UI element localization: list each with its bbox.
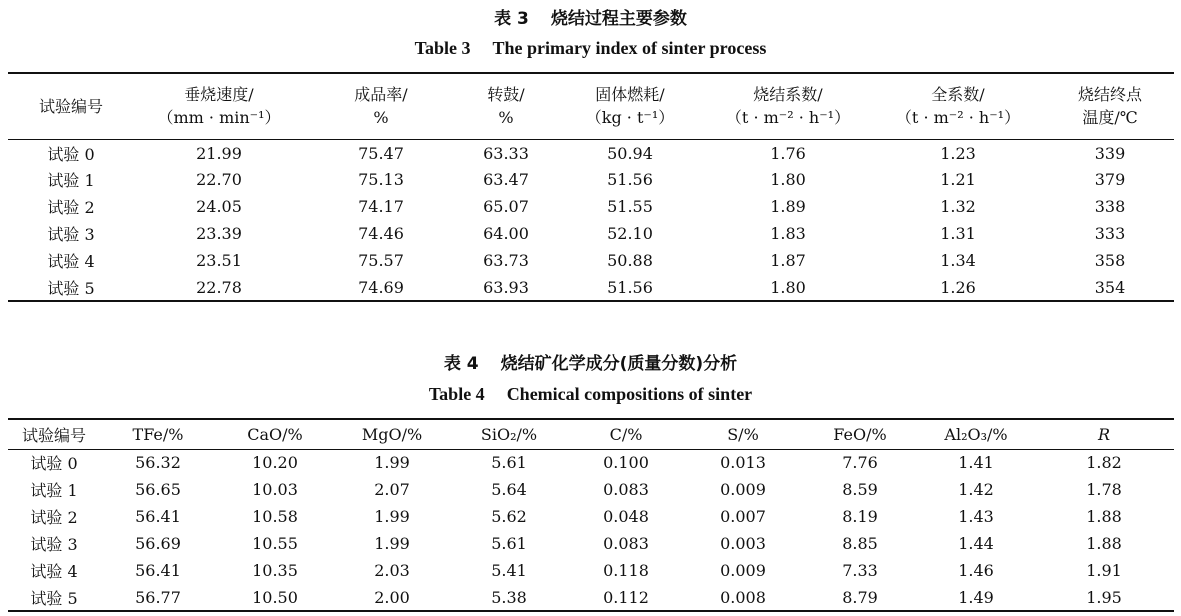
table4-header-cell: C/%: [568, 419, 684, 449]
table-cell: 10.35: [252, 561, 298, 580]
table-cell: 5.38: [491, 587, 527, 607]
table-cell: 1.49: [958, 587, 994, 607]
table-cell: 0.048: [603, 507, 649, 526]
table-cell: 1.95: [1086, 587, 1122, 607]
table-cell: 1.83: [770, 224, 806, 243]
table-cell: 1.88: [1086, 534, 1122, 553]
table-row: [8, 557, 1174, 584]
table-cell: 2.00: [374, 587, 410, 607]
row-label-cell: 试验 4: [30, 562, 78, 581]
table-cell: 0.083: [603, 534, 649, 553]
table4-caption-en-number: Table 4: [428, 384, 485, 404]
row-label-cell: 试验 5: [47, 278, 95, 298]
table3-header-cell: [8, 73, 134, 139]
table4-header-cell: SiO₂/%: [450, 419, 568, 449]
table-cell: 74.17: [358, 197, 404, 216]
table4-caption-zh-title: 烧结矿化学成分(质量分数)分析: [500, 354, 738, 374]
table-cell: 63.33: [483, 144, 529, 164]
table3-header-line1: 烧结系数/: [753, 85, 823, 105]
table3-caption-zh-number: 表 3: [494, 9, 529, 29]
table-cell: 63.73: [483, 251, 529, 270]
table-cell: 56.41: [135, 507, 181, 526]
table3-header-cell: [134, 73, 304, 139]
table-cell: 0.013: [720, 453, 766, 473]
table4-caption-zh-number: 表 4: [443, 354, 479, 374]
table4-caption-en-title: Chemical compositions of sinter: [506, 384, 753, 404]
table-cell: 1.34: [940, 251, 976, 270]
table-cell: 10.20: [252, 453, 298, 473]
table-cell: 75.57: [358, 251, 404, 270]
table-cell: 24.05: [196, 197, 242, 216]
table-cell: 1.23: [940, 144, 976, 164]
table3-header-line2: （kg · t⁻¹）: [585, 108, 675, 128]
table-cell: 63.93: [483, 277, 529, 297]
table-cell: 51.55: [607, 197, 653, 216]
table-cell: 5.61: [491, 453, 527, 473]
table-cell: 56.32: [135, 453, 181, 473]
table-cell: 50.94: [607, 144, 653, 164]
table-cell: 354: [1094, 277, 1126, 297]
table-cell: 0.003: [720, 534, 766, 553]
table-cell: 7.33: [842, 561, 878, 580]
row-label-cell: 试验 3: [30, 535, 78, 554]
table-cell: 1.31: [940, 224, 976, 243]
table-cell: 379: [1094, 170, 1126, 189]
table-row: [8, 139, 1174, 166]
table-cell: 0.009: [720, 561, 766, 580]
table3-header-line1: 成品率/: [354, 85, 408, 105]
table-cell: 21.99: [196, 144, 242, 164]
table-cell: 339: [1094, 144, 1126, 164]
table-cell: 0.083: [603, 480, 649, 499]
table-cell: 1.41: [958, 453, 994, 473]
table3-caption-en-number: Table 3: [414, 38, 471, 58]
table-cell: 10.58: [252, 507, 298, 526]
table-cell: 10.50: [252, 587, 298, 607]
table4-caption-zh: [0, 349, 1181, 374]
table-row: [8, 530, 1174, 557]
table4-header-cell: S/%: [684, 419, 802, 449]
table-cell: 0.008: [720, 587, 766, 607]
table-cell: 52.10: [607, 224, 653, 243]
table3-header-line2: （t · m⁻² · h⁻¹）: [725, 108, 851, 128]
table3-header-line2: 温度/℃: [1082, 108, 1138, 128]
table-cell: 1.78: [1086, 480, 1122, 499]
table-cell: 1.43: [958, 507, 994, 526]
table-cell: 338: [1094, 197, 1126, 216]
table-cell: 51.56: [607, 277, 653, 297]
table-cell: 1.26: [940, 277, 976, 297]
table3-caption-en-title: The primary index of sinter process: [492, 38, 767, 58]
table-cell: 56.77: [135, 587, 181, 607]
table-row: [8, 274, 1174, 301]
table-cell: 1.99: [374, 507, 410, 526]
table-cell: 5.64: [491, 480, 527, 499]
table-cell: 0.100: [603, 453, 649, 473]
table3-header-line1: 转鼓/: [487, 85, 525, 105]
table3-header-line2: （t · m⁻² · h⁻¹）: [895, 108, 1021, 128]
row-label-cell: 试验 4: [47, 252, 95, 271]
table3: [8, 72, 1174, 302]
table-cell: 333: [1094, 224, 1126, 243]
table-cell: 56.65: [135, 480, 181, 499]
table4-header-cell: 试验编号: [8, 419, 100, 449]
table4: [8, 418, 1174, 612]
table-cell: 5.62: [491, 507, 527, 526]
table3-header-cell: [304, 73, 458, 139]
table3-caption-zh-title: 烧结过程主要参数: [550, 9, 687, 29]
table-cell: 10.55: [252, 534, 298, 553]
table4-caption-en: [0, 384, 1181, 405]
table-cell: 1.88: [1086, 507, 1122, 526]
table-row: [8, 584, 1174, 611]
table3-header-cell: [870, 73, 1046, 139]
table3-header-row: [8, 73, 1174, 139]
table-cell: 1.99: [374, 453, 410, 473]
table3-header-cell: [554, 73, 706, 139]
row-label-cell: 试验 2: [30, 508, 78, 527]
table4-header-cell: FeO/%: [802, 419, 918, 449]
row-label-cell: 试验 1: [47, 171, 95, 190]
table4-header-cell: Al₂O₃/%: [918, 419, 1034, 449]
table3-header-line1: 固体燃耗/: [595, 85, 665, 105]
table-cell: 50.88: [607, 251, 653, 270]
table3-caption-en: [0, 38, 1181, 59]
table-cell: 5.61: [491, 534, 527, 553]
table-cell: 0.112: [603, 587, 649, 607]
table4-header-cell: CaO/%: [216, 419, 334, 449]
table-cell: 1.80: [770, 170, 806, 189]
table-cell: 1.44: [958, 534, 994, 553]
table-cell: 1.91: [1086, 561, 1122, 580]
table-cell: 1.82: [1086, 453, 1122, 473]
table-cell: 63.47: [483, 170, 529, 189]
table-cell: 23.51: [196, 251, 242, 270]
table4-header-cell: TFe/%: [100, 419, 216, 449]
table-cell: 51.56: [607, 170, 653, 189]
table3-body: [8, 139, 1174, 301]
table-cell: 10.03: [252, 480, 298, 499]
table-cell: 1.87: [770, 251, 806, 270]
table-cell: 56.41: [135, 561, 181, 580]
table-cell: 8.85: [842, 534, 878, 553]
table-cell: 23.39: [196, 224, 242, 243]
table-cell: 8.59: [842, 480, 878, 499]
row-label-cell: 试验 0: [47, 145, 95, 165]
table-row: [8, 220, 1174, 247]
table-cell: 1.46: [958, 561, 994, 580]
table-cell: 1.99: [374, 534, 410, 553]
table4-header-row: [8, 419, 1174, 449]
table-cell: 8.19: [842, 507, 878, 526]
table-cell: 2.03: [374, 561, 410, 580]
table3-header-cell: [458, 73, 554, 139]
table3-header-line2: （mm · min⁻¹）: [157, 108, 281, 128]
table-cell: 0.007: [720, 507, 766, 526]
table3-caption-zh: [0, 4, 1181, 29]
table-row: [8, 193, 1174, 220]
table-cell: 1.89: [770, 197, 806, 216]
table-cell: 1.32: [940, 197, 976, 216]
row-label-cell: 试验 5: [30, 588, 78, 608]
table-cell: 5.41: [491, 561, 527, 580]
table4-header-cell: R: [1034, 419, 1174, 449]
row-label-cell: 试验 1: [30, 481, 78, 500]
table3-header-line1: 试验编号: [38, 96, 103, 116]
table3-header-line2: %: [373, 108, 389, 128]
table3-header-line1: 垂烧速度/: [184, 85, 254, 105]
table-cell: 65.07: [483, 197, 529, 216]
row-label-cell: 试验 2: [47, 198, 95, 217]
table-cell: 74.69: [358, 277, 404, 297]
table-cell: 1.42: [958, 480, 994, 499]
table3-header-line1: 烧结终点: [1077, 85, 1142, 105]
table-cell: 75.13: [358, 170, 404, 189]
table3-header-line1: 全系数/: [931, 85, 985, 105]
table-cell: 0.118: [603, 561, 649, 580]
table-row: [8, 247, 1174, 274]
table-row: [8, 476, 1174, 503]
row-label-cell: 试验 3: [47, 225, 95, 244]
table-cell: 8.79: [842, 587, 878, 607]
table-cell: 56.69: [135, 534, 181, 553]
table-cell: 1.21: [940, 170, 976, 189]
table-row: [8, 166, 1174, 193]
table-cell: 64.00: [483, 224, 529, 243]
table-cell: 1.76: [770, 144, 806, 164]
table-cell: 22.78: [196, 277, 242, 297]
table4-header-cell: MgO/%: [334, 419, 450, 449]
table-cell: 2.07: [374, 480, 410, 499]
table3-header-line2: %: [498, 108, 514, 128]
table-cell: 22.70: [196, 170, 242, 189]
table-row: [8, 503, 1174, 530]
table-cell: 1.80: [770, 277, 806, 297]
table3-header-cell: [706, 73, 870, 139]
table-cell: 75.47: [358, 144, 404, 164]
table3-header-cell: [1046, 73, 1174, 139]
table4-body: [8, 449, 1174, 611]
table-cell: 74.46: [358, 224, 404, 243]
table-cell: 7.76: [842, 453, 878, 473]
row-label-cell: 试验 0: [30, 454, 78, 474]
table-cell: 358: [1094, 251, 1126, 270]
table-cell: 0.009: [720, 480, 766, 499]
table-row: [8, 449, 1174, 476]
